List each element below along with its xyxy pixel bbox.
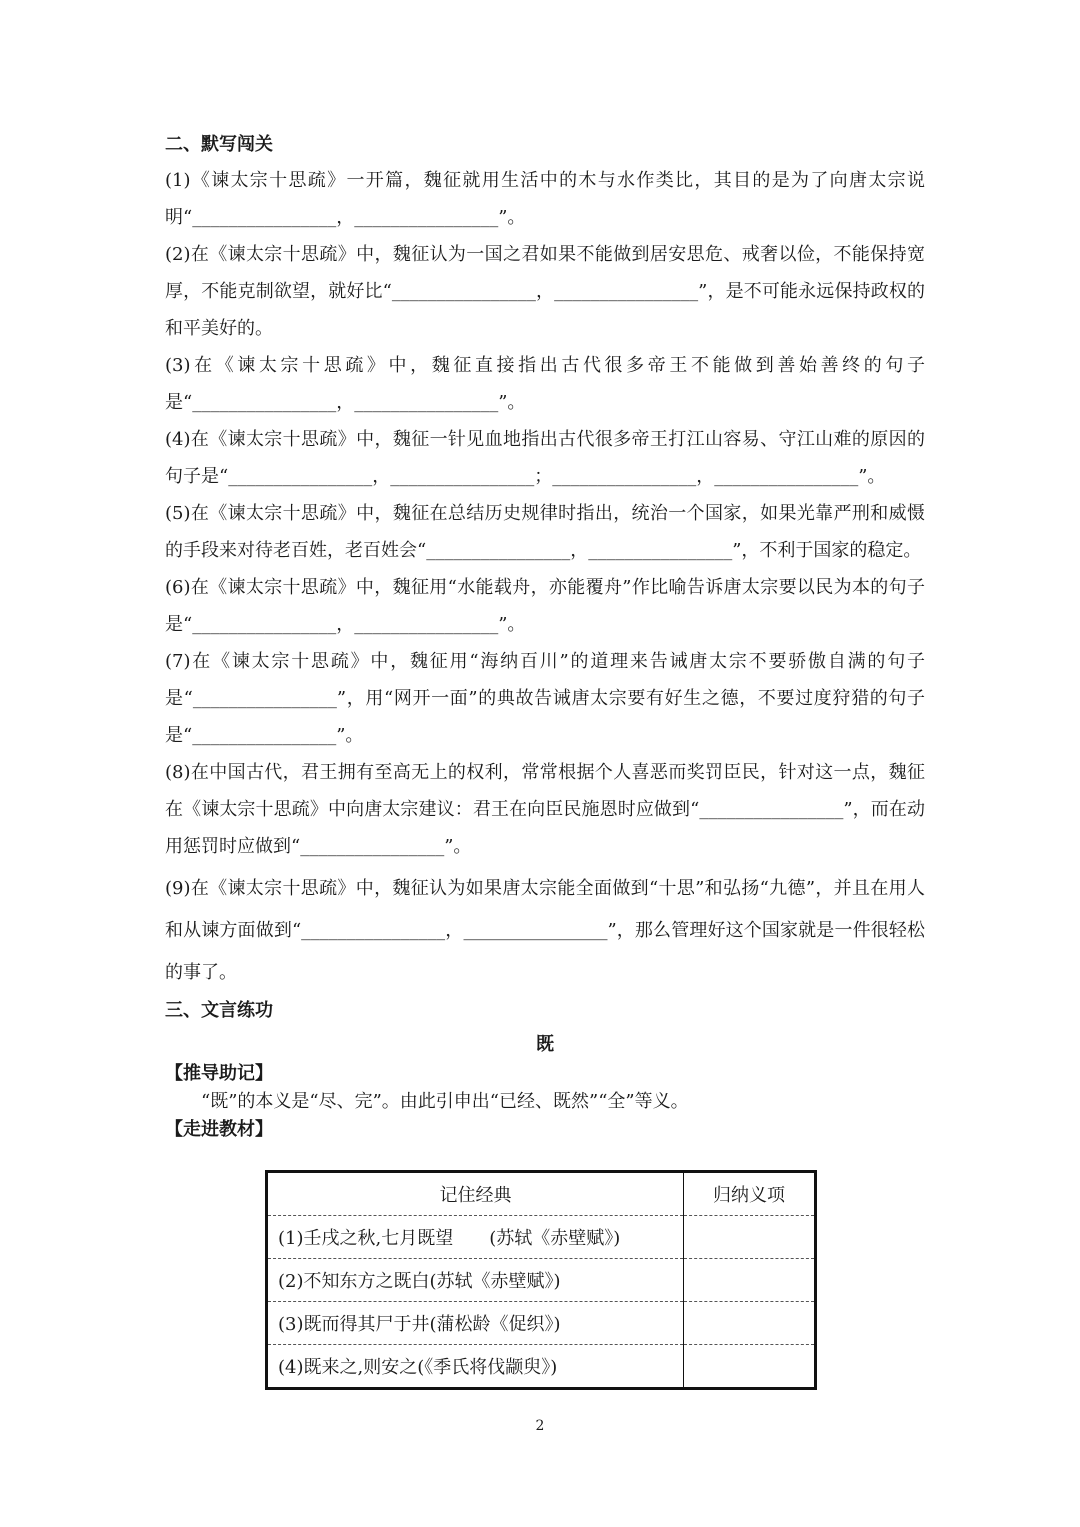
page-number: 2: [535, 1418, 545, 1434]
section2-heading: 二、默写闯关: [165, 134, 273, 155]
example-text: (1)壬戌之秋,七月既望 (苏轼《赤壁赋》): [267, 1216, 684, 1259]
worksheet-page: [165, 128, 925, 1144]
zoujin-label: 【走进教材】: [165, 1119, 273, 1140]
meaning-answer-cell[interactable]: [684, 1302, 816, 1345]
question-5: (5)在《谏太宗十思疏》中，魏征在总结历史规律时指出，统治一个国家，如果光靠严刑和威慑的手段来对待老百姓，老百姓会“________________，________________”，不利于国家的稳定。: [165, 503, 925, 561]
example-text: (2)不知东方之既白(苏轼《赤壁赋》): [267, 1259, 684, 1302]
table-row: [267, 1216, 816, 1259]
table-header-row: [267, 1172, 816, 1216]
question-3: (3)在《谏太宗十思疏》中，魏征直接指出古代很多帝王不能做到善始善终的句子是“________________，________________”。: [165, 355, 925, 413]
question-9: (9)在《谏太宗十思疏》中，魏征认为如果唐太宗能全面做到“十思”和弘扬“九德”，并且在用人和从谏方面做到“________________，________________”，那么管理好这个国家就是一件很轻松的事了。: [165, 878, 925, 983]
example-text: (4)既来之,则安之(《季氏将伐颛臾》): [278, 1357, 558, 1378]
table-row: [267, 1302, 816, 1345]
table-row: [267, 1345, 816, 1389]
meaning-answer-cell[interactable]: [684, 1216, 816, 1259]
tuidao-label: 【推导助记】: [165, 1063, 273, 1084]
header-classic: 记住经典: [267, 1172, 684, 1216]
question-2: (2)在《谏太宗十思疏》中，魏征认为一国之君如果不能做到居安思危、戒奢以俭，不能保持宽厚，不能克制欲望，就好比“________________，________________”，是不可能永远保持政权的和平美好的。: [165, 244, 925, 339]
question-8: (8)在中国古代，君王拥有至高无上的权利，常常根据个人喜恶而奖罚臣民，针对这一点，魏征在《谏太宗十思疏》中向唐太宗建议：君王在向臣民施恩时应做到“________________”，而在动用惩罚时应做到“________________”。: [165, 762, 925, 857]
table-row: [267, 1259, 816, 1302]
tuidao-text: “既”的本义是“尽、完”。由此引申出“已经、既然”“全”等义。: [201, 1091, 689, 1112]
question-4: (4)在《谏太宗十思疏》中，魏征一针见血地指出古代很多帝王打江山容易、守江山难的原因的句子是“________________，________________；________________，________________”。: [165, 429, 925, 487]
meaning-answer-cell[interactable]: [684, 1259, 816, 1302]
section3-heading: 三、文言练功: [165, 1000, 273, 1021]
meaning-answer-cell[interactable]: [684, 1345, 816, 1389]
header-meaning: 归纳义项: [684, 1172, 816, 1216]
question-6: (6)在《谏太宗十思疏》中，魏征用“水能载舟，亦能覆舟”作比喻告诉唐太宗要以民为本的句子是“________________，________________”。: [165, 577, 925, 635]
question-1: (1)《谏太宗十思疏》一开篇，魏征就用生活中的木与水作类比，其目的是为了向唐太宗说明“________________，________________”。: [165, 170, 925, 228]
question-7: (7)在《谏太宗十思疏》中，魏征用“海纳百川”的道理来告诫唐太宗不要骄傲自满的句子是“________________”，用“网开一面”的典故告诫唐太宗要有好生之德，不要过度狩猎的句子是“________________”。: [165, 651, 925, 746]
character-title: 既: [536, 1034, 554, 1055]
classic-examples-table: [265, 1170, 817, 1390]
example-text: (3)既而得其尸于井(蒲松龄《促织》): [267, 1302, 684, 1345]
